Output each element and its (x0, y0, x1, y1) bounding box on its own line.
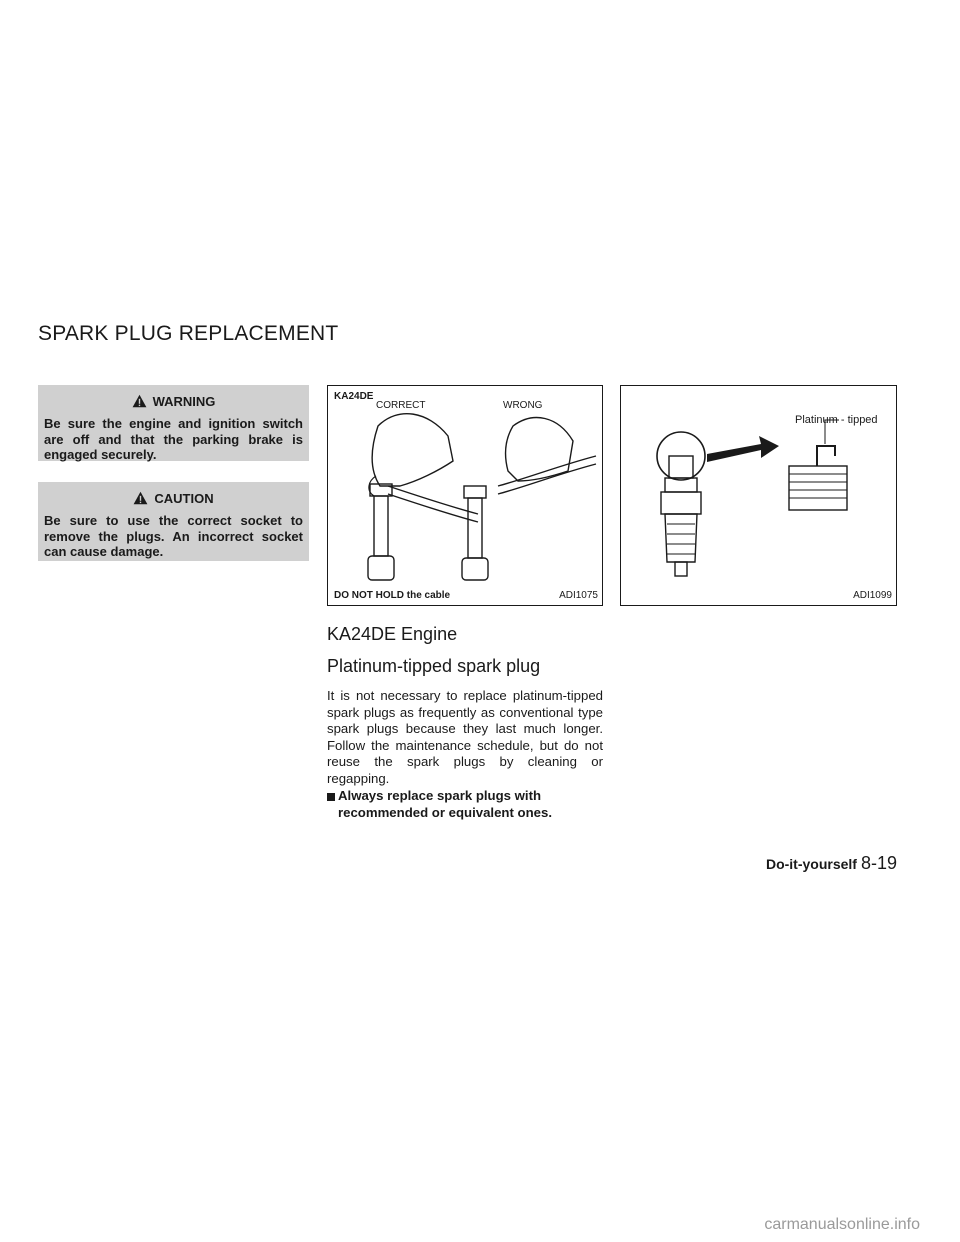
figure-engine-label: KA24DE (334, 391, 374, 402)
figure-callout: Platinum - tipped (795, 414, 878, 426)
footer-section: Do-it-yourself (765, 856, 857, 872)
warning-title: WARNING (152, 393, 216, 409)
warning-triangle-icon (132, 394, 147, 408)
spark-plug-boot-illustration (328, 386, 602, 605)
bullet-text: Always replace spark plugs with recommended or equivalent ones. (338, 788, 552, 820)
figure-code: ADI1099 (853, 590, 892, 601)
figure-note: DO NOT HOLD the cable (334, 590, 451, 601)
warning-box (38, 385, 309, 461)
figure-wrong-label: WRONG (503, 400, 543, 411)
page-footer (766, 853, 897, 874)
caution-header (44, 488, 303, 508)
caution-box (38, 482, 309, 561)
body-paragraph: It is not necessary to replace platinum-tipped spark plugs as frequently as conventional type spark plugs because they last much longer. Follow the maintenance schedule, but do not reuse the spark plugs by cleaning or regapping. (327, 688, 603, 786)
bullet-item (327, 788, 603, 821)
section-title: SPARK PLUG REPLACEMENT (38, 322, 339, 345)
heading-platinum-plug: Platinum-tipped spark plug (327, 656, 541, 676)
caution-title: CAUTION (154, 490, 214, 506)
figure-platinum-tipped-plug (620, 385, 897, 606)
figure-correct-wrong-cable (327, 385, 603, 606)
bullet-square-icon (327, 793, 335, 801)
watermark: carmanualsonline.info (764, 1216, 920, 1233)
figure-correct-label: CORRECT (376, 400, 426, 411)
caution-triangle-icon (133, 491, 148, 505)
warning-body: Be sure the engine and ignition switch are off and that the parking brake is engaged securely. (44, 416, 303, 462)
page-number: 8-19 (860, 853, 897, 873)
heading-engine: KA24DE Engine (327, 624, 458, 644)
figure-code: ADI1075 (559, 590, 598, 601)
caution-body: Be sure to use the correct socket to remove the plugs. An incorrect socket can cause damage. (44, 513, 303, 559)
warning-header (44, 391, 303, 411)
